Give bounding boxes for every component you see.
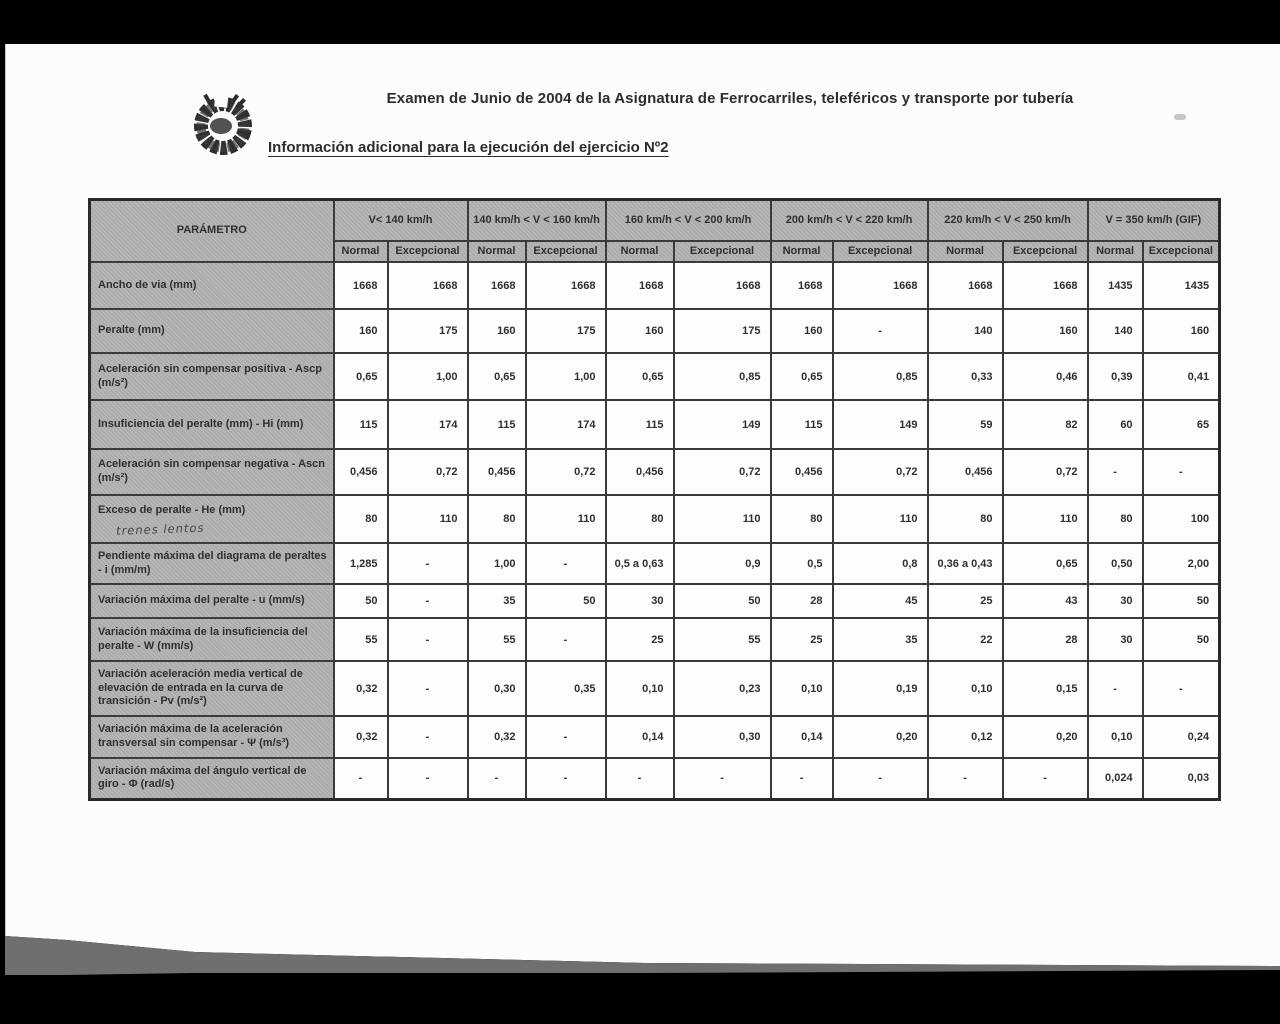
value-cell: 82: [1003, 400, 1088, 449]
value-cell: 25: [771, 618, 833, 661]
value-cell: 115: [771, 400, 833, 449]
value-cell: 80: [606, 495, 674, 543]
value-cell: 0,32: [334, 716, 388, 758]
value-cell: 65: [1143, 400, 1220, 449]
parameters-table-container: [88, 198, 1221, 801]
value-cell: 0,5: [771, 543, 833, 584]
value-cell: 0,12: [928, 716, 1003, 758]
value-cell: 1668: [468, 262, 526, 309]
value-cell: 0,85: [833, 353, 928, 400]
table-row: [90, 449, 1220, 495]
value-cell: 55: [334, 618, 388, 661]
value-cell: 1435: [1143, 262, 1220, 309]
table-row: [90, 618, 1220, 661]
sub-header-excepcional-0: Excepcional: [388, 241, 468, 262]
param-cell: Aceleración sin compensar positiva - Ascp (m/s²): [90, 353, 334, 400]
value-cell: 110: [1003, 495, 1088, 543]
value-cell: 0,85: [674, 353, 771, 400]
param-column-header: PARÁMETRO: [90, 200, 334, 263]
value-cell: -: [526, 758, 606, 799]
value-cell: 60: [1088, 400, 1143, 449]
sub-header-excepcional-5: Excepcional: [1143, 241, 1220, 262]
value-cell: 140: [928, 309, 1003, 353]
table-row: [90, 400, 1220, 449]
value-cell: 1,00: [468, 543, 526, 584]
value-cell: 149: [674, 400, 771, 449]
value-cell: -: [771, 758, 833, 799]
value-cell: 55: [674, 618, 771, 661]
value-cell: 1,00: [388, 353, 468, 400]
table-row: [90, 584, 1220, 618]
value-cell: 115: [606, 400, 674, 449]
value-cell: 0,72: [833, 449, 928, 495]
value-cell: 0,456: [606, 449, 674, 495]
table-row: [90, 661, 1220, 716]
value-cell: 2,00: [1143, 543, 1220, 584]
table-row: [90, 262, 1220, 309]
param-cell: Peralte (mm): [90, 309, 334, 353]
value-cell: 175: [388, 309, 468, 353]
sub-header-normal-5: Normal: [1088, 241, 1143, 262]
value-cell: -: [388, 584, 468, 618]
value-cell: 28: [771, 584, 833, 618]
value-cell: -: [1143, 661, 1220, 716]
table-row: [90, 543, 1220, 584]
handwritten-annotation: trenes lentos: [115, 520, 205, 538]
value-cell: 0,24: [1143, 716, 1220, 758]
value-cell: 0,456: [468, 449, 526, 495]
value-cell: 175: [526, 309, 606, 353]
value-cell: 0,5 a 0,63: [606, 543, 674, 584]
value-cell: -: [388, 618, 468, 661]
value-cell: 115: [334, 400, 388, 449]
value-cell: 110: [526, 495, 606, 543]
value-cell: -: [1143, 449, 1220, 495]
value-cell: 0,03: [1143, 758, 1220, 799]
value-cell: 0,65: [606, 353, 674, 400]
value-cell: 25: [606, 618, 674, 661]
document-title: Examen de Junio de 2004 de la Asignatura de Ferrocarriles, teleféricos y transporte por tubería: [386, 90, 1074, 107]
value-cell: 175: [674, 309, 771, 353]
value-cell: 1668: [928, 262, 1003, 309]
param-cell: Insuficiencia del peralte (mm) - Hi (mm): [90, 400, 334, 449]
value-cell: 43: [1003, 584, 1088, 618]
value-cell: 174: [526, 400, 606, 449]
value-cell: 50: [334, 584, 388, 618]
value-cell: 80: [771, 495, 833, 543]
value-cell: -: [388, 716, 468, 758]
value-cell: 0,32: [334, 661, 388, 716]
value-cell: 35: [468, 584, 526, 618]
value-cell: 45: [833, 584, 928, 618]
value-cell: -: [1003, 758, 1088, 799]
value-cell: 0,72: [526, 449, 606, 495]
value-cell: 110: [674, 495, 771, 543]
value-cell: -: [674, 758, 771, 799]
value-cell: 0,72: [674, 449, 771, 495]
param-cell: Aceleración sin compensar negativa - Ascn (m/s²): [90, 449, 334, 495]
value-cell: 0,15: [1003, 661, 1088, 716]
value-cell: 160: [468, 309, 526, 353]
value-cell: 149: [833, 400, 928, 449]
value-cell: 50: [674, 584, 771, 618]
value-cell: 0,10: [606, 661, 674, 716]
param-cell: Pendiente máxima del diagrama de peraltes - i (mm/m): [90, 543, 334, 584]
value-cell: 0,72: [1003, 449, 1088, 495]
value-cell: -: [468, 758, 526, 799]
value-cell: 1,285: [334, 543, 388, 584]
value-cell: 1668: [1003, 262, 1088, 309]
value-cell: 0,65: [468, 353, 526, 400]
value-cell: 80: [928, 495, 1003, 543]
param-cell: Ancho de via (mm): [90, 262, 334, 309]
value-cell: 0,456: [334, 449, 388, 495]
sub-header-normal-3: Normal: [771, 241, 833, 262]
value-cell: 0,35: [526, 661, 606, 716]
value-cell: 1,00: [526, 353, 606, 400]
value-cell: -: [1088, 661, 1143, 716]
value-cell: 0,456: [928, 449, 1003, 495]
value-cell: 1668: [771, 262, 833, 309]
value-cell: -: [1088, 449, 1143, 495]
value-cell: -: [334, 758, 388, 799]
value-cell: 0,65: [1003, 543, 1088, 584]
sub-header-normal-4: Normal: [928, 241, 1003, 262]
value-cell: 0,10: [1088, 716, 1143, 758]
value-cell: 0,65: [334, 353, 388, 400]
value-cell: 0,30: [674, 716, 771, 758]
value-cell: 0,46: [1003, 353, 1088, 400]
sub-header-normal-2: Normal: [606, 241, 674, 262]
value-cell: 160: [771, 309, 833, 353]
value-cell: 110: [388, 495, 468, 543]
param-cell: Exceso de peralte - He (mm) trenes lentos: [90, 495, 334, 543]
value-cell: 22: [928, 618, 1003, 661]
value-cell: 0,36 a 0,43: [928, 543, 1003, 584]
value-cell: -: [833, 309, 928, 353]
value-cell: 0,23: [674, 661, 771, 716]
value-cell: 1668: [388, 262, 468, 309]
param-cell: Variación aceleración media vertical de elevación de entrada en la curva de transición - Pv (m/s²): [90, 661, 334, 716]
value-cell: -: [526, 618, 606, 661]
value-cell: 0,20: [833, 716, 928, 758]
sub-header-excepcional-1: Excepcional: [526, 241, 606, 262]
value-cell: 0,10: [771, 661, 833, 716]
value-cell: 0,41: [1143, 353, 1220, 400]
value-cell: 28: [1003, 618, 1088, 661]
value-cell: -: [833, 758, 928, 799]
value-cell: 1668: [833, 262, 928, 309]
value-cell: 0,19: [833, 661, 928, 716]
value-cell: 0,33: [928, 353, 1003, 400]
value-cell: 80: [468, 495, 526, 543]
value-cell: -: [526, 543, 606, 584]
value-cell: 55: [468, 618, 526, 661]
value-cell: 0,30: [468, 661, 526, 716]
document-subtitle: Información adicional para la ejecución del ejercicio Nº2: [268, 139, 669, 156]
value-cell: 100: [1143, 495, 1220, 543]
value-cell: 0,10: [928, 661, 1003, 716]
value-cell: 80: [334, 495, 388, 543]
value-cell: 160: [1143, 309, 1220, 353]
value-cell: 1435: [1088, 262, 1143, 309]
value-cell: 30: [1088, 584, 1143, 618]
value-cell: 0,8: [833, 543, 928, 584]
scan-smudge-mark: [1174, 114, 1186, 120]
value-cell: 0,024: [1088, 758, 1143, 799]
param-cell: Variación máxima de la aceleración transversal sin compensar - Ψ (m/s³): [90, 716, 334, 758]
value-cell: 0,20: [1003, 716, 1088, 758]
value-cell: 80: [1088, 495, 1143, 543]
value-cell: 160: [334, 309, 388, 353]
sub-header-excepcional-2: Excepcional: [674, 241, 771, 262]
value-cell: 1668: [526, 262, 606, 309]
value-cell: -: [526, 716, 606, 758]
value-cell: 1668: [606, 262, 674, 309]
value-cell: 0,39: [1088, 353, 1143, 400]
value-cell: 160: [1003, 309, 1088, 353]
speed-group-header-4: 220 km/h < V < 250 km/h: [928, 200, 1088, 242]
speed-group-header-1: 140 km/h < V < 160 km/h: [468, 200, 606, 242]
table-row: [90, 309, 1220, 353]
param-cell: Variación máxima del peralte - u (mm/s): [90, 584, 334, 618]
value-cell: 50: [1143, 618, 1220, 661]
param-cell: Variación máxima de la insuficiencia del peralte - W (mm/s): [90, 618, 334, 661]
table-row: [90, 716, 1220, 758]
table-row: [90, 495, 1220, 543]
value-cell: 50: [526, 584, 606, 618]
sub-header-normal-1: Normal: [468, 241, 526, 262]
value-cell: 0,72: [388, 449, 468, 495]
value-cell: 1668: [334, 262, 388, 309]
value-cell: -: [606, 758, 674, 799]
value-cell: 0,9: [674, 543, 771, 584]
table-row: [90, 758, 1220, 799]
value-cell: 30: [606, 584, 674, 618]
speed-group-header-3: 200 km/h < V < 220 km/h: [771, 200, 928, 242]
value-cell: 0,65: [771, 353, 833, 400]
value-cell: 110: [833, 495, 928, 543]
value-cell: 174: [388, 400, 468, 449]
value-cell: 0,14: [606, 716, 674, 758]
value-cell: -: [388, 758, 468, 799]
speed-group-header-5: V = 350 km/h (GIF): [1088, 200, 1220, 242]
speed-group-header-0: V< 140 km/h: [334, 200, 468, 242]
value-cell: 1668: [674, 262, 771, 309]
param-cell: Variación máxima del ángulo vertical de giro - Φ (rad/s): [90, 758, 334, 799]
value-cell: 0,32: [468, 716, 526, 758]
value-cell: -: [388, 543, 468, 584]
table-row: [90, 353, 1220, 400]
university-crest-logo: [186, 84, 262, 158]
value-cell: 59: [928, 400, 1003, 449]
value-cell: -: [928, 758, 1003, 799]
parameters-table: [88, 198, 1221, 801]
value-cell: 115: [468, 400, 526, 449]
value-cell: 30: [1088, 618, 1143, 661]
value-cell: 50: [1143, 584, 1220, 618]
value-cell: -: [388, 661, 468, 716]
sub-header-excepcional-3: Excepcional: [833, 241, 928, 262]
sub-header-normal-0: Normal: [334, 241, 388, 262]
value-cell: 160: [606, 309, 674, 353]
value-cell: 25: [928, 584, 1003, 618]
value-cell: 140: [1088, 309, 1143, 353]
speed-group-header-2: 160 km/h < V < 200 km/h: [606, 200, 771, 242]
sub-header-excepcional-4: Excepcional: [1003, 241, 1088, 262]
value-cell: 0,50: [1088, 543, 1143, 584]
value-cell: 35: [833, 618, 928, 661]
value-cell: 0,456: [771, 449, 833, 495]
value-cell: 0,14: [771, 716, 833, 758]
